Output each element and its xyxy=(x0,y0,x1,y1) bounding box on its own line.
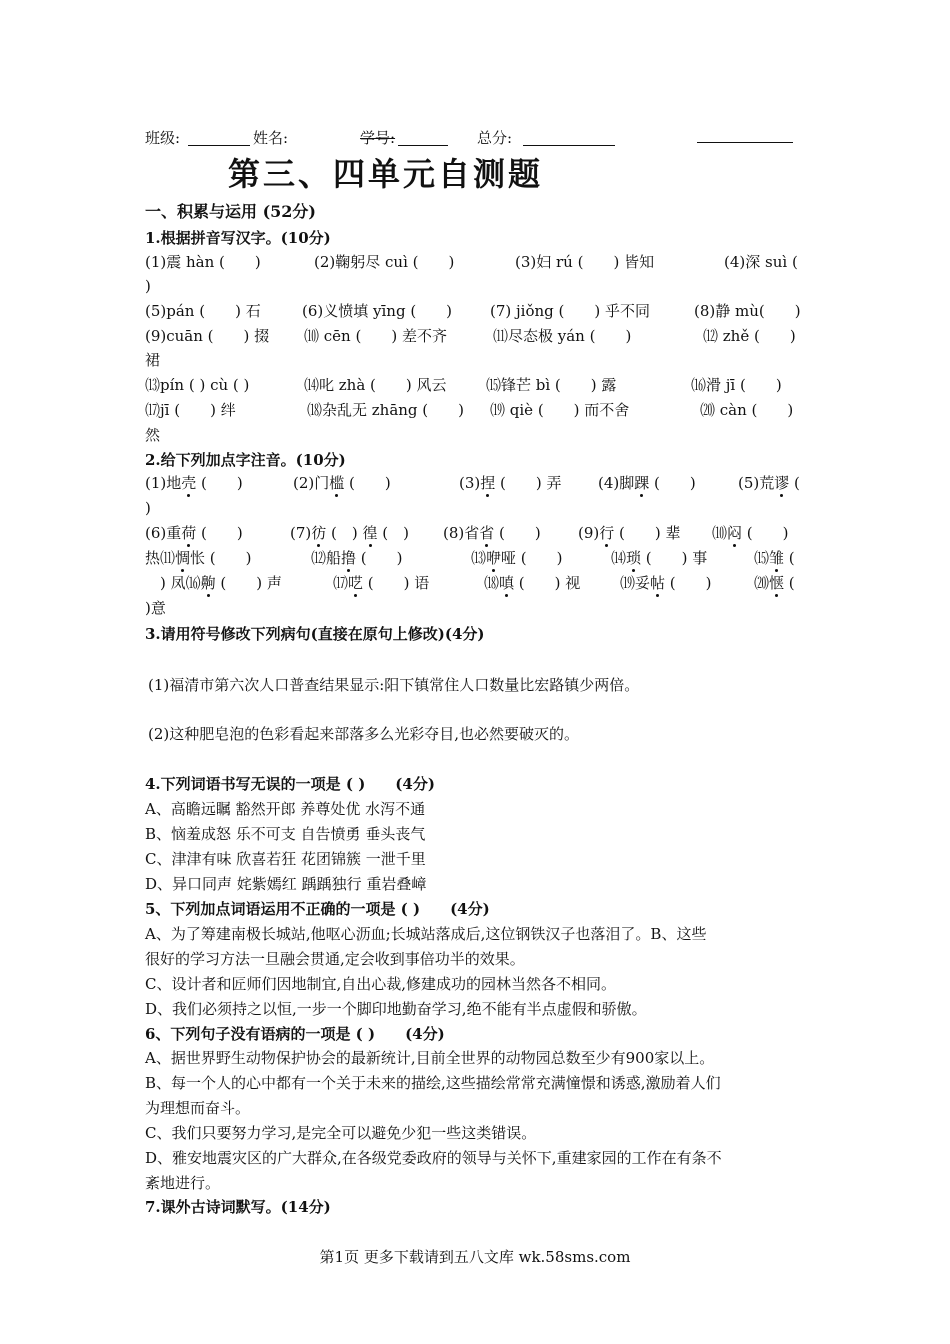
section-1-heading: 一、积累与运用 (52分) xyxy=(145,202,316,221)
dotted-char: 荷 xyxy=(181,524,197,542)
q2-prefix: (4)脚 xyxy=(598,474,635,492)
q5-title: 5、下列加点词语运用不正确的一项是 ( ) (4分) xyxy=(145,900,490,918)
dotted-char: 帖 xyxy=(650,574,666,592)
q2-suffix: ( ) xyxy=(326,524,363,542)
q2-prefix: (3) xyxy=(459,474,481,492)
q2-row-1-wrap: ) xyxy=(145,499,151,517)
student-no-label: 学号: xyxy=(360,129,396,147)
q5-line: D、我们必须持之以恒,一步一个脚印地勤奋学习,绝不能有半点虚假和骄傲。 xyxy=(145,1000,647,1018)
q1-item: ⑾尽态极 yán ( ) xyxy=(493,327,632,345)
q2-prefix: ⑿船 xyxy=(311,549,342,567)
q2-suffix: ( ) xyxy=(196,524,243,542)
q6-line: B、每一个人的心中都有一个关于未来的描绘,这些描绘常常充满憧憬和诱惑,激励着人们 xyxy=(145,1074,721,1092)
q2-suffix: ( ) xyxy=(742,524,789,542)
q2-item xyxy=(443,523,541,543)
q2-suffix: ( ) xyxy=(649,474,696,492)
q1-title: 1.根据拼音写汉字。(10分) xyxy=(145,229,331,247)
dotted-char: 咿 xyxy=(486,549,502,567)
q2-prefix: 热⑾ xyxy=(145,549,176,567)
class-label: 班级: xyxy=(145,129,181,147)
q2-prefix: ⒅ xyxy=(484,574,500,592)
q1-row-3-wrap: 裙 xyxy=(145,351,161,369)
q1-item: ⒇ càn ( ) xyxy=(700,401,794,419)
q1-item: (5)pán ( ) 石 xyxy=(145,302,261,320)
q2-item xyxy=(754,548,795,568)
q2-suffix: ( ) xyxy=(196,474,243,492)
q2-suffix: ( ) 声 xyxy=(215,574,282,592)
q1-item: ⒅杂乱无 zhāng ( ) xyxy=(307,401,465,419)
class-blank[interactable] xyxy=(188,145,250,146)
student-no-blank[interactable] xyxy=(398,145,448,146)
q1-item: (3)妇 rú ( ) 皆知 xyxy=(515,253,655,271)
dotted-char: 闷 xyxy=(727,524,743,542)
q2-prefix: ⒄ xyxy=(333,574,349,592)
q2-suffix: ( ) 视 xyxy=(514,574,581,592)
q5-line: 很好的学习方法一旦融会贯通,定会收到事倍功半的效果。 xyxy=(145,950,525,968)
q3-sentence-1: (1)福清市第六次人口普查结果显示:阳下镇常住人口数量比宏路镇少两倍。 xyxy=(148,676,640,694)
q7-title: 7.课外古诗词默写。(14分) xyxy=(145,1198,331,1216)
q2-prefix: ⒁ xyxy=(611,549,627,567)
q2-item xyxy=(293,473,391,493)
q2-suffix: ( xyxy=(784,574,795,592)
q2-item xyxy=(145,548,252,568)
q4-title: 4.下列词语书写无误的一项是 ( ) (4分) xyxy=(145,775,435,793)
q6-line: A、据世界野生动物保护协会的最新统计,目前全世界的动物园总数至少有900家以上。 xyxy=(145,1049,715,1067)
q1-row-5-wrap: 然 xyxy=(145,426,161,444)
q3-sentence-2: (2)这种肥皂泡的色彩看起来部落多么光彩夺目,也必然要破灭的。 xyxy=(148,725,580,743)
dotted-char: 踝 xyxy=(634,474,650,492)
q2-prefix: ⒀ xyxy=(471,549,487,567)
q1-item: (1)震 hàn ( ) xyxy=(145,253,261,271)
q4-option-a: A、高瞻远瞩 豁然开郎 养尊处优 水泻不通 xyxy=(145,800,426,818)
q1-item: (7) jiǒng ( ) 乎不同 xyxy=(490,302,650,320)
q2-item xyxy=(459,473,562,493)
dotted-char: 齁 xyxy=(200,574,216,592)
q2-prefix: (8)省 xyxy=(443,524,480,542)
page-footer: 第1页 更多下载请到五八文库 wk.58sms.com xyxy=(319,1248,631,1266)
q2-item xyxy=(620,573,712,593)
q2-title: 2.给下列加点字注音。(10分) xyxy=(145,451,346,469)
q4-option-d: D、异口同声 姹紫嫣红 踽踽独行 重岩叠嶂 xyxy=(145,875,427,893)
dotted-char: 琐 xyxy=(626,549,642,567)
q2-prefix: ⒇ xyxy=(754,574,770,592)
q2-prefix: ⑽ xyxy=(712,524,728,542)
q6-line: D、雅安地震灾区的广大群众,在各级党委政府的领导与关怀下,重建家园的工作在有条不 xyxy=(145,1149,722,1167)
q5-line: A、为了筹建南极长城站,他呕心沥血;长城站落成后,这位钢铁汉子也落泪了。B、这些 xyxy=(145,925,707,943)
q2-suffix: ( ) xyxy=(356,549,403,567)
dotted-char: 彷 xyxy=(311,524,327,542)
q1-item: ⒁叱 zhà ( ) 风云 xyxy=(304,376,447,394)
page-title: 第三、四单元自测题 xyxy=(228,155,544,193)
q2-row-5: )意 xyxy=(145,599,166,617)
q2-suffix: ( ) xyxy=(344,474,391,492)
q2-item xyxy=(598,473,696,493)
dotted-char: 撸 xyxy=(341,549,357,567)
q2-item xyxy=(311,548,403,568)
q2-prefix: ) 凤⒃ xyxy=(145,574,201,592)
q2-item xyxy=(333,573,429,593)
dotted-char: 惬 xyxy=(769,574,785,592)
score-blank[interactable] xyxy=(523,145,615,146)
q1-item: (4)深 suì ( xyxy=(724,253,798,271)
dotted-char: 惆 xyxy=(175,549,191,567)
dotted-char: 徨 xyxy=(362,524,378,542)
q1-item: ⑿ zhě ( ) xyxy=(703,327,796,345)
q2-prefix: ⒂ xyxy=(754,549,770,567)
dotted-char: 呓 xyxy=(348,574,364,592)
dotted-char: 谬 xyxy=(774,474,790,492)
dotted-char: 行 xyxy=(599,524,615,542)
q2-item xyxy=(578,523,681,543)
q2-item xyxy=(611,548,707,568)
q2-prefix: (2)门 xyxy=(293,474,330,492)
score-label: 总分: xyxy=(477,129,513,147)
q1-item: ⒀pín ( ) cù ( ) xyxy=(145,376,250,394)
dotted-char: 省 xyxy=(479,524,495,542)
q2-prefix: (7) xyxy=(290,524,312,542)
q1-item: ⒂锋芒 bì ( ) 露 xyxy=(486,376,617,394)
q1-item: ⒄jī ( ) 绊 xyxy=(145,401,236,419)
q2-prefix: (9) xyxy=(578,524,600,542)
q2-prefix: (5)荒 xyxy=(738,474,775,492)
q2-item xyxy=(145,523,243,543)
dotted-char: 捏 xyxy=(480,474,496,492)
q2-suffix: ( ) 语 xyxy=(363,574,430,592)
dotted-char: 壳 xyxy=(181,474,197,492)
q2-suffix: ( ) xyxy=(494,524,541,542)
q2-suffix: ( ) 弄 xyxy=(495,474,562,492)
q6-line: 为理想而奋斗。 xyxy=(145,1099,251,1117)
q2-prefix: (1)地 xyxy=(145,474,182,492)
name-label: 姓名: xyxy=(253,129,289,147)
q4-option-b: B、恼羞成怒 乐不可支 自告愤勇 垂头丧气 xyxy=(145,825,426,843)
dotted-char: 雏 xyxy=(769,549,785,567)
q2-suffix: 怅 ( ) xyxy=(190,549,252,567)
q2-item xyxy=(471,548,563,568)
q2-item xyxy=(484,573,580,593)
extra-blank[interactable] xyxy=(697,142,793,143)
q5-line: C、设计者和匠师们因地制宜,自出心裁,修建成功的园林当然各不相同。 xyxy=(145,975,617,993)
dotted-char: 嗔 xyxy=(499,574,515,592)
q2-prefix: (6)重 xyxy=(145,524,182,542)
q2-suffix: 哑 ( ) xyxy=(501,549,563,567)
q2-prefix: ⒆妥 xyxy=(620,574,651,592)
q2-suffix: ( xyxy=(789,474,800,492)
q2-item xyxy=(738,473,800,493)
q1-item: ⑽ cēn ( ) 差不齐 xyxy=(304,327,447,345)
q2-item xyxy=(145,573,282,593)
q2-suffix: ( ) xyxy=(377,524,410,542)
q2-suffix: ( ) xyxy=(665,574,712,592)
q1-row-1-wrap: ) xyxy=(145,277,151,295)
q1-item: (6)义愤填 yīng ( ) xyxy=(302,302,453,320)
q4-option-c: C、津津有味 欣喜若狂 花团锦簇 一泄千里 xyxy=(145,850,426,868)
q3-title: 3.请用符号修改下列病句(直接在原句上修改)(4分) xyxy=(145,625,485,643)
q2-suffix: ( xyxy=(784,549,795,567)
q2-item xyxy=(290,523,409,543)
q2-item xyxy=(712,523,789,543)
q6-line: C、我们只要努力学习,是完全可以避免少犯一些这类错误。 xyxy=(145,1124,537,1142)
q6-line: 紊地进行。 xyxy=(145,1174,221,1192)
q1-item: (2)鞠躬尽 cuì ( ) xyxy=(314,253,455,271)
q1-item: (9)cuān ( ) 掇 xyxy=(145,327,270,345)
q2-item xyxy=(754,573,795,593)
q1-item: ⒆ qiè ( ) 而不舍 xyxy=(490,401,630,419)
q6-title: 6、下列句子没有语病的一项是 ( ) (4分) xyxy=(145,1025,445,1043)
q2-suffix: ( ) 辈 xyxy=(614,524,681,542)
q1-item: ⒃滑 jī ( ) xyxy=(691,376,782,394)
q1-item: (8)静 mù( ) xyxy=(694,302,801,320)
dotted-char: 槛 xyxy=(329,474,345,492)
q2-item xyxy=(145,473,243,493)
q2-suffix: ( ) 事 xyxy=(641,549,708,567)
